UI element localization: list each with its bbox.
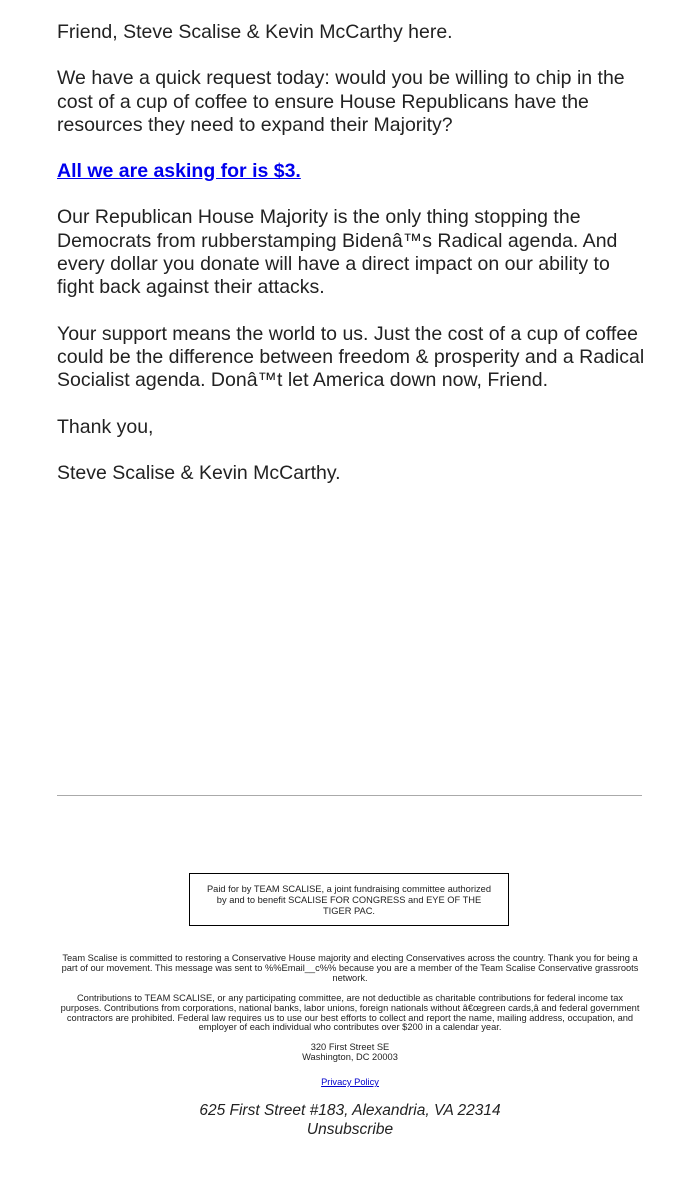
paragraph-request: We have a quick request today: would you be willing to chip in the cost of a cup of coffee to ensure House Republicans have the resources they need to expand their Majority? [57, 67, 625, 136]
donate-link[interactable]: All we are asking for is $3. [57, 160, 301, 183]
commitment-text: Team Scalise is committed to restoring a Conservative House majority and electing Conservatives across the country. Thank you for being a part of our movement. This message was sent to %%Email__c%% because you are a member of the Team Scalise Conservative grassroots network. [61, 953, 639, 983]
address-line-2: Washington, DC 20003 [302, 1052, 398, 1062]
paragraph-majority: Our Republican House Majority is the only thing stopping the Democrats from rubberstamping Bidenâ™s Radical agenda. And every dollar you donate will have a direct impact on our ability to fight back against their attacks. [57, 206, 618, 299]
address-line-1: 320 First Street SE [310, 1042, 390, 1052]
paragraph-support: Your support means the world to us. Just the cost of a cup of coffee could be the difference between freedom & prosperity and a Radical Socialist agenda. Donâ™t let America down now, Friend. [57, 322, 645, 392]
paid-for-disclaimer: Paid for by TEAM SCALISE, a joint fundraising committee authorized by and to benefit SCALISE FOR CONGRESS and EYE OF THE TIGER PAC. [189, 873, 509, 926]
privacy-policy-link[interactable]: Privacy Policy [321, 1077, 379, 1087]
contributions-disclaimer: Contributions to TEAM SCALISE, or any participating committee, are not deductible as charitable contributions for federal income tax purposes. Contributions from corporations, national banks, labor unions, foreign nationals without â€œgreen cards,â and federal government contractors are prohibited. Federal law requires us to use our best efforts to collect and report the name, mailing address, occupation, and employer of each individual who contributes over $200 in a calendar year. [60, 993, 640, 1033]
unsubscribe-link[interactable]: Unsubscribe [306, 1120, 394, 1138]
email-body [57, 21, 647, 508]
divider [57, 795, 642, 796]
mailing-address: 625 First Street #183, Alexandria, VA 22314 [199, 1102, 501, 1119]
signature: Steve Scalise & Kevin McCarthy. [57, 461, 341, 484]
footer-mailing [57, 1102, 643, 1139]
greeting: Friend, Steve Scalise & Kevin McCarthy here. [57, 21, 453, 43]
closing: Thank you, [57, 415, 154, 438]
